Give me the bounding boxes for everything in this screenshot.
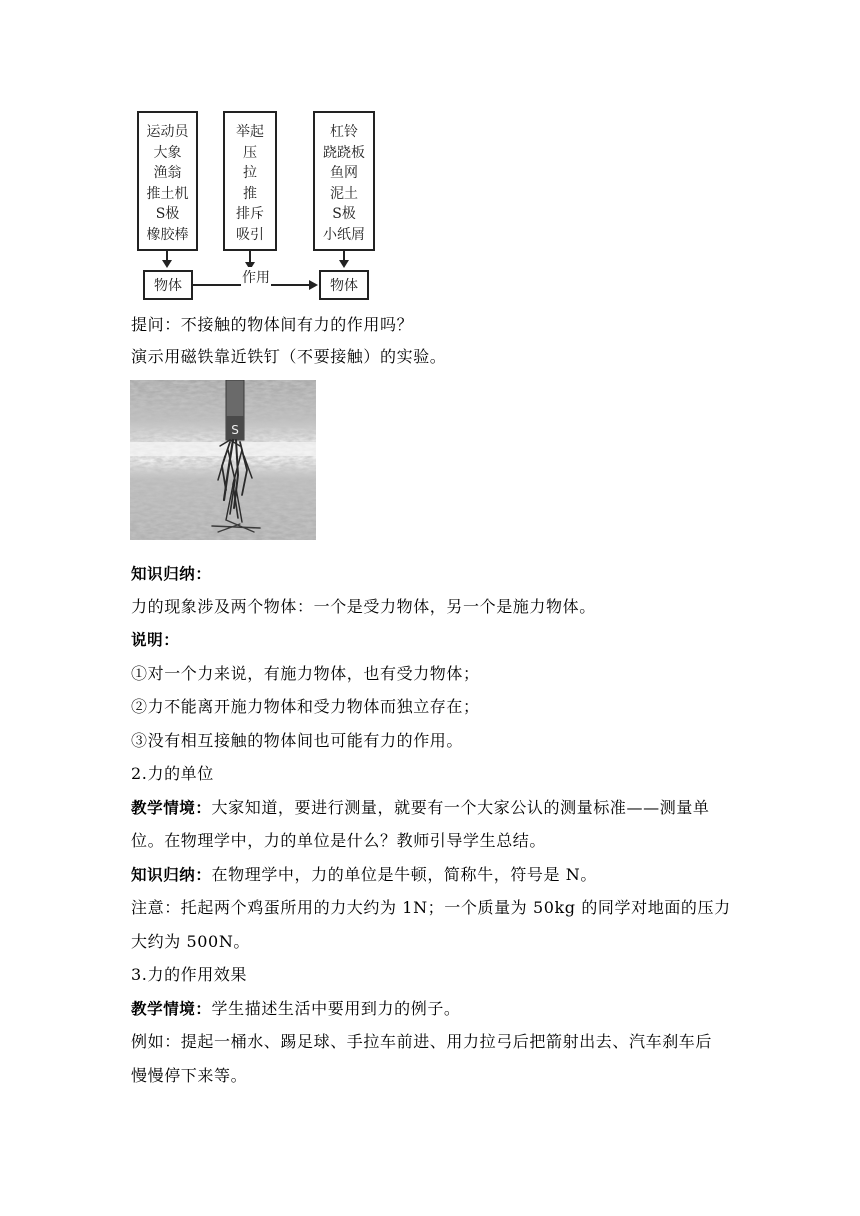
summary-heading: 知识归纳：	[131, 565, 212, 583]
receiver-object-label: 物体	[330, 278, 358, 294]
section-3-title: 3.力的作用效果	[131, 965, 248, 984]
teaching-situation-2-cont: 位。在物理学中，力的单位是什么？教师引导学生总结。	[131, 831, 547, 850]
action-item: 推	[243, 185, 257, 202]
receiver-object-column	[313, 111, 375, 251]
agent-object-label: 物体	[154, 278, 182, 294]
question-text: 提问：不接触的物体间有力的作用吗？	[131, 315, 414, 334]
summary-body: 力的现象涉及两个物体：一个是受力物体，另一个是施力物体。	[131, 597, 596, 616]
demo-text: 演示用磁铁靠近铁钉（不要接触）的实验。	[131, 347, 447, 366]
agent-item: 渔翁	[153, 165, 182, 181]
down-arrow-icon	[162, 260, 172, 268]
explanation-point-1: ①对一个力来说，有施力物体，也有受力物体；	[131, 664, 480, 683]
agent-item: 推土机	[146, 185, 189, 202]
receiver-item: 跷跷板	[323, 144, 365, 161]
explanation-point-2: ②力不能离开施力物体和受力物体而独立存在；	[131, 697, 480, 716]
magnet-nails-photo	[130, 380, 316, 540]
agent-item: 大象	[153, 144, 182, 161]
action-item: 压	[243, 144, 257, 161]
right-arrow-icon	[309, 280, 318, 290]
example-line: 例如：提起一桶水、踢足球、手拉车前进、用力拉弓后把箭射出去、汽车刹车后	[131, 1032, 713, 1051]
explanation-heading: 说明：	[131, 631, 180, 649]
photo-texture	[130, 380, 316, 540]
receiver-item: 杠铃	[330, 124, 358, 140]
agent-item: 橡胶棒	[146, 226, 189, 243]
action-item: 吸引	[236, 226, 264, 243]
agent-item: S极	[155, 206, 180, 222]
note-line-cont: 大约为 500N。	[131, 932, 251, 951]
down-arrow-icon	[339, 260, 349, 268]
receiver-object-box	[319, 270, 369, 300]
action-arrow-label: 作用	[241, 267, 271, 287]
force-interaction-diagram	[133, 106, 378, 302]
action-item: 举起	[236, 124, 264, 140]
agent-item: 运动员	[146, 124, 189, 140]
note-line: 注意：托起两个鸡蛋所用的力大约为 1N；一个质量为 50kg 的同学对地面的压力	[131, 898, 731, 917]
action-item: 排斥	[236, 206, 264, 222]
unit-summary	[131, 865, 597, 885]
teaching-situation-heading: 教学情境：	[131, 799, 212, 817]
action-column	[223, 111, 277, 251]
teaching-situation-text: 大家知道，要进行测量，就要有一个大家公认的测量标准——测量单	[211, 798, 710, 817]
section-2-title: 2.力的单位	[131, 764, 214, 783]
teaching-situation-text: 学生描述生活中要用到力的例子。	[211, 999, 461, 1018]
explanation-point-3: ③没有相互接触的物体间也可能有力的作用。	[131, 731, 464, 750]
teaching-situation-3	[131, 999, 461, 1019]
teaching-situation-heading: 教学情境：	[131, 1000, 212, 1018]
receiver-item: S极	[332, 206, 356, 222]
action-item: 拉	[243, 165, 257, 181]
agent-object-box	[143, 270, 193, 300]
pole-label: S	[231, 423, 239, 437]
summary-heading: 知识归纳：	[131, 866, 212, 884]
example-line-cont: 慢慢停下来等。	[131, 1066, 248, 1085]
teaching-situation-2	[131, 798, 710, 818]
receiver-item: 鱼网	[330, 165, 358, 181]
receiver-item: 泥土	[330, 185, 358, 202]
unit-summary-text: 在物理学中，力的单位是牛顿，简称牛，符号是 N。	[211, 865, 598, 884]
agent-object-column	[137, 111, 198, 251]
receiver-item: 小纸屑	[323, 226, 365, 243]
